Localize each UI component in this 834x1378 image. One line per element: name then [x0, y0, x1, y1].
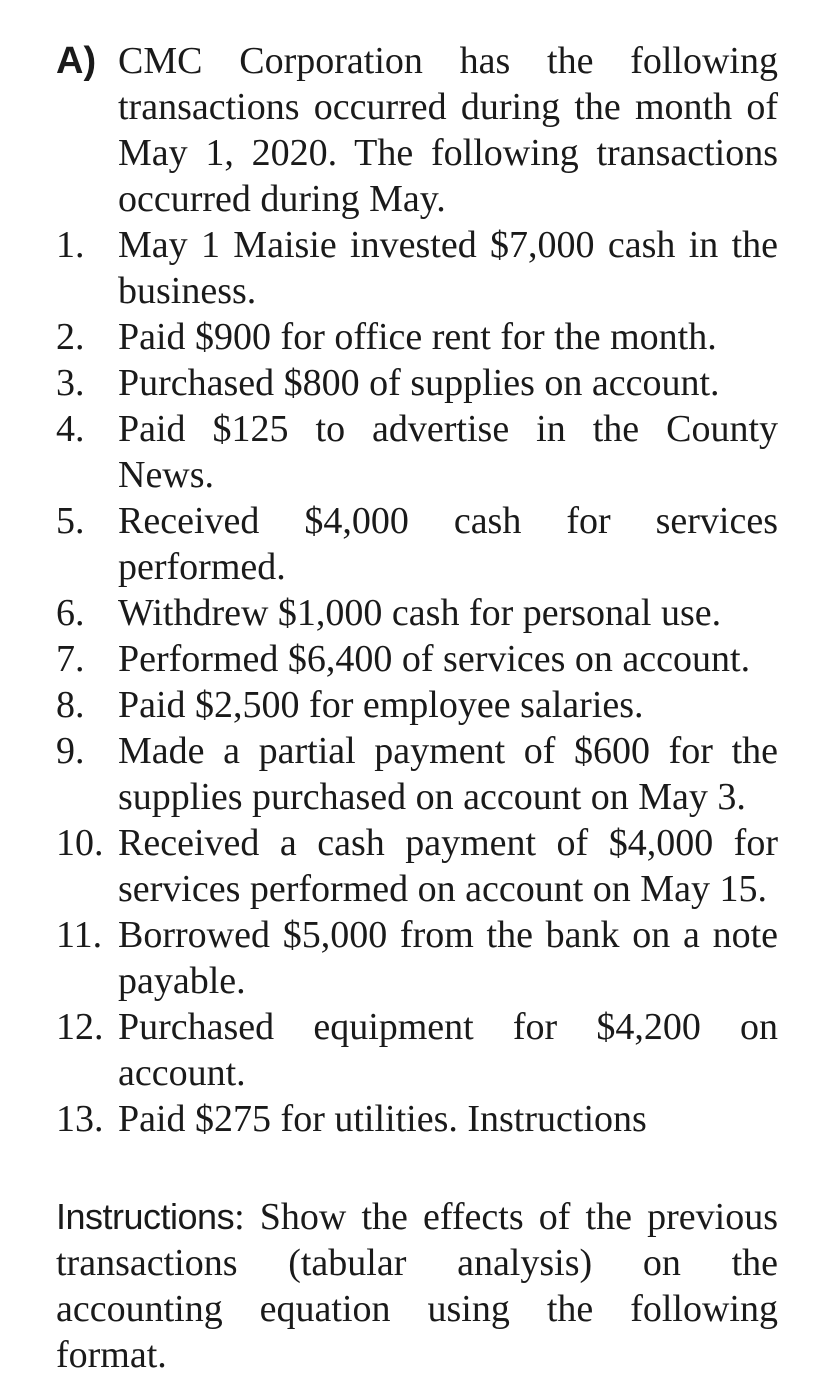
list-item — [56, 682, 778, 728]
item-number: 4. — [56, 408, 85, 450]
item-number: 11. — [56, 914, 103, 956]
item-number: 6. — [56, 592, 85, 634]
item-number: 8. — [56, 684, 85, 726]
instructions-label: Instructions — [56, 1196, 235, 1237]
list-item — [56, 406, 778, 498]
document-page — [56, 38, 778, 1378]
item-text: May 1 Maisie invested $7,000 cash in the business. — [118, 224, 778, 312]
item-text: Purchased $800 of supplies on account. — [118, 362, 720, 404]
list-item — [56, 820, 778, 912]
item-text: Withdrew $1,000 cash for personal use. — [118, 592, 722, 634]
section-letter: A) — [56, 40, 97, 82]
instructions-paragraph — [56, 1194, 778, 1378]
section-intro: CMC Corporation has the following transactions occurred during the month of May 1, 2020. The following transactions occurred during May. — [118, 40, 778, 220]
item-number: 1. — [56, 224, 85, 266]
list-item — [56, 1004, 778, 1096]
section-header — [56, 38, 778, 222]
item-text: Purchased equipment for $4,200 on account. — [118, 1006, 778, 1094]
item-text: Paid $125 to advertise in the County News. — [118, 408, 778, 496]
item-number: 10. — [56, 822, 104, 864]
list-item — [56, 222, 778, 314]
list-item — [56, 590, 778, 636]
item-text: Borrowed $5,000 from the bank on a note payable. — [118, 914, 778, 1002]
item-text: Paid $275 for utilities. Instructions — [118, 1098, 647, 1140]
item-number: 5. — [56, 500, 85, 542]
item-number: 9. — [56, 730, 85, 772]
list-item — [56, 360, 778, 406]
item-text: Received a cash payment of $4,000 for services performed on account on May 15. — [118, 822, 778, 910]
list-item — [56, 636, 778, 682]
instructions-text: : Show the effects of the previous transactions (tabular analysis) on the accounting equation using the following format. — [56, 1196, 778, 1376]
item-number: 2. — [56, 316, 85, 358]
section-spacer — [56, 1142, 778, 1194]
item-number: 12. — [56, 1006, 104, 1048]
item-number: 13. — [56, 1098, 104, 1140]
list-item — [56, 728, 778, 820]
item-text: Paid $2,500 for employee salaries. — [118, 684, 644, 726]
list-item — [56, 1096, 778, 1142]
list-item — [56, 912, 778, 1004]
list-item — [56, 498, 778, 590]
item-number: 7. — [56, 638, 85, 680]
list-item — [56, 314, 778, 360]
item-text: Received $4,000 cash for services performed. — [118, 500, 778, 588]
item-text: Made a partial payment of $600 for the supplies purchased on account on May 3. — [118, 730, 778, 818]
item-text: Performed $6,400 of services on account. — [118, 638, 751, 680]
item-number: 3. — [56, 362, 85, 404]
transaction-list — [56, 222, 778, 1142]
item-text: Paid $900 for office rent for the month. — [118, 316, 717, 358]
